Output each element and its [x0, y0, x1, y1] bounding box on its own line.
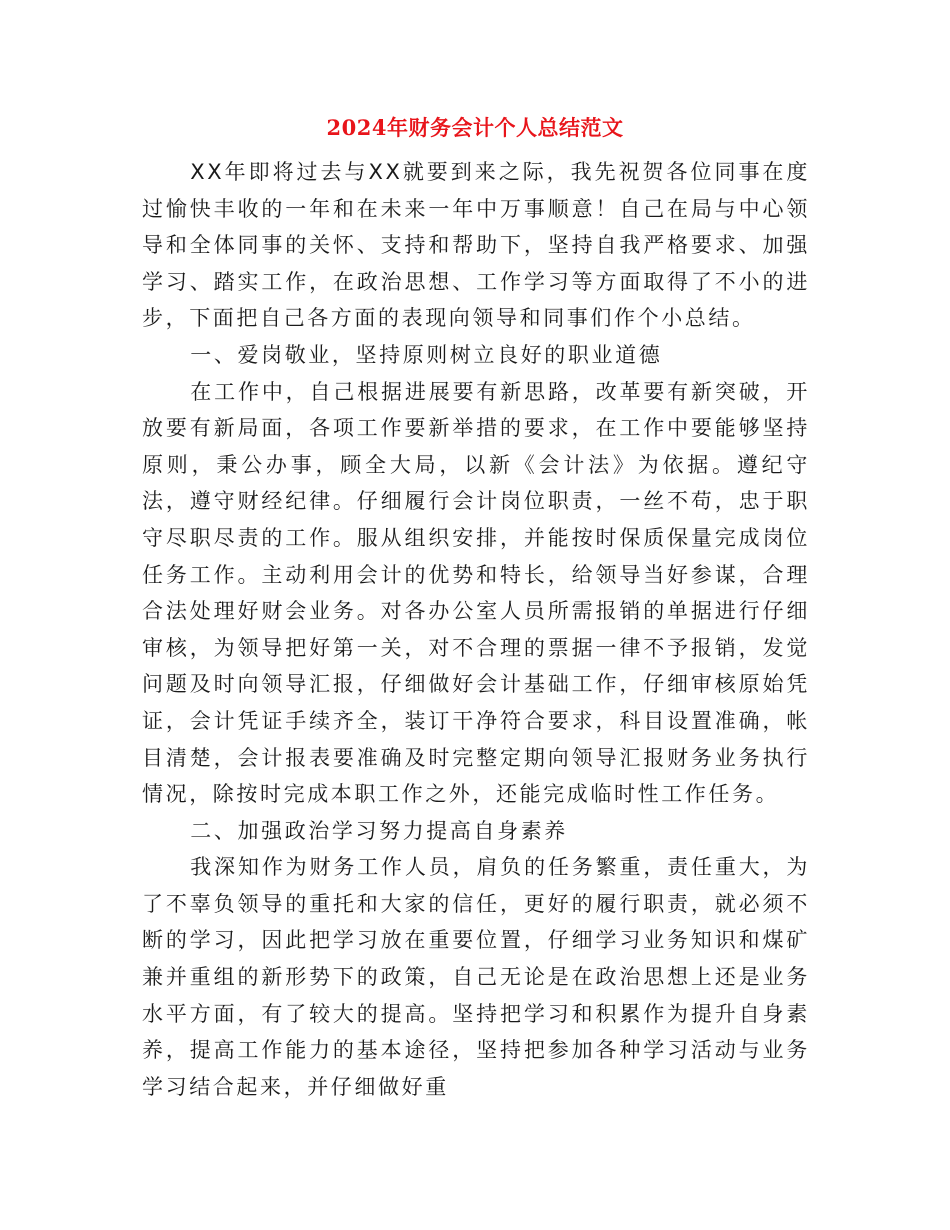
intro-paragraph: XX年即将过去与XX就要到来之际，我先祝贺各位同事在度过愉快丰收的一年和在未来一年中万事顺意！自己在局与中心领导和全体同事的关怀、支持和帮助下，坚持自我严格要求、加强学习、踏实工作，在政治思想、工作学习等方面取得了不小的进步，下面把自己各方面的表现向领导和同事们作个小总结。 [142, 160, 810, 331]
section-heading-2: 二、加强政治学习努力提高自身素养 [190, 818, 568, 843]
section-2-paragraph: 我深知作为财务工作人员，肩负的任务繁重，责任重大，为了不辜负领导的重托和大家的信任，更好的履行职责，就必须不断的学习，因此把学习放在重要位置，仔细学习业务知识和煤矿兼并重组的新形势下的政策，自己无论是在政治思想上还是业务水平方面，有了较大的提高。坚持把学习和积累作为提升自身素养，提高工作能力的基本途径，坚持把参加各种学习活动与业务学习结合起来，并仔细做好重 [142, 855, 810, 1099]
document-body [142, 154, 810, 1105]
document-title: 2024年财务会计个人总结范文 [326, 115, 624, 140]
section-1-paragraph: 在工作中，自己根据进展要有新思路，改革要有新突破，开放要有新局面，各项工作要新举措的要求，在工作中要能够坚持原则，秉公办事，顾全大局，以新《会计法》为依据。遵纪守法，遵守财经纪律。仔细履行会计岗位职责，一丝不苟，忠于职守尽职尽责的工作。服从组织安排，并能按时保质保量完成岗位任务工作。主动利用会计的优势和特长，给领导当好参谋，合理合法处理好财会业务。对各办公室人员所需报销的单据进行仔细审核，为领导把好第一关，对不合理的票据一律不予报销，发觉问题及时向领导汇报，仔细做好会计基础工作，仔细审核原始凭证，会计凭证手续齐全，装订干净符合要求，科目设置准确，帐目清楚，会计报表要准确及时完整定期向领导汇报财务业务执行情况，除按时完成本职工作之外，还能完成临时性工作任务。 [142, 379, 810, 807]
section-heading-1: 一、爱岗敬业，坚持原则树立良好的职业道德 [190, 342, 663, 367]
